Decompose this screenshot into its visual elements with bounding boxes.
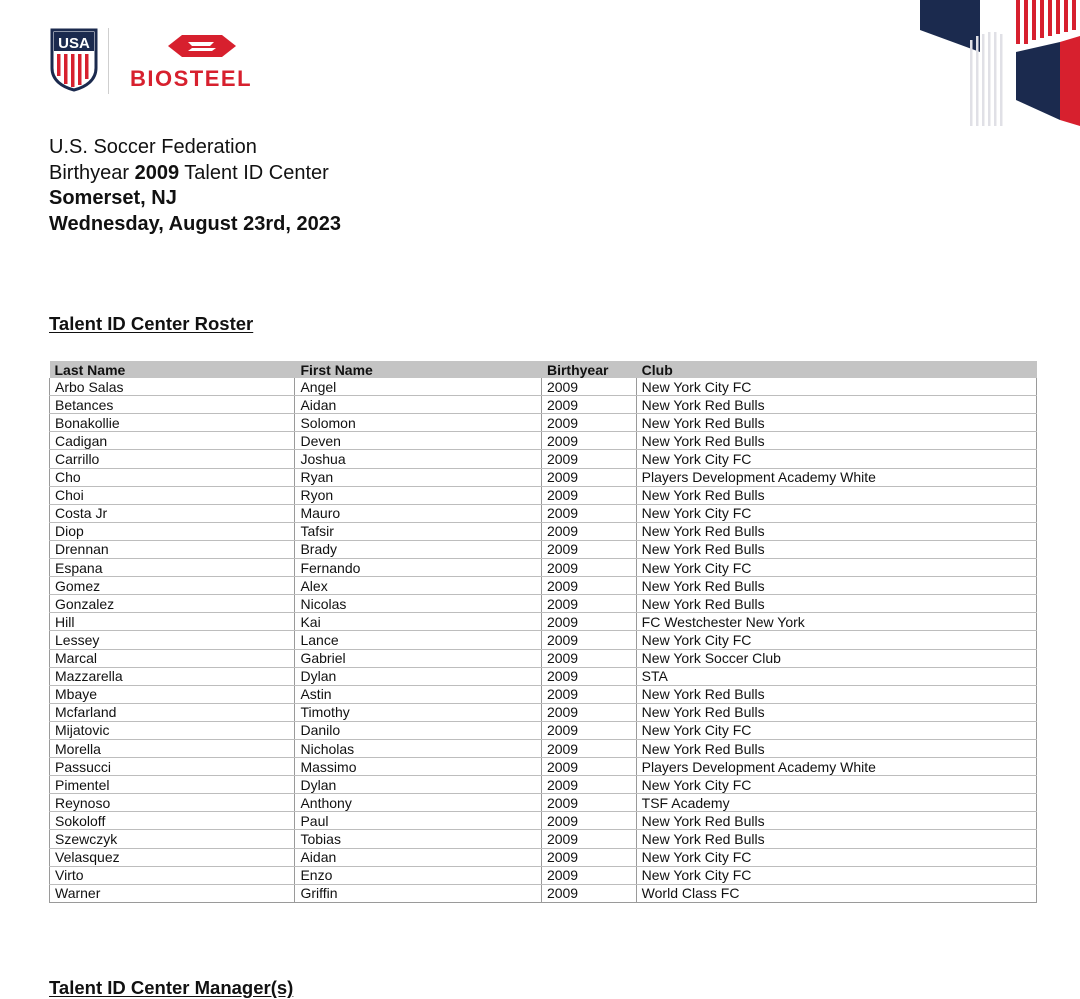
table-row <box>50 866 1037 884</box>
club-cell: New York Red Bulls <box>636 703 1036 721</box>
club-cell: New York City FC <box>636 848 1036 866</box>
table-row <box>50 631 1037 649</box>
table-row <box>50 522 1037 540</box>
club-cell: World Class FC <box>636 884 1036 902</box>
table-header-row <box>50 361 1037 378</box>
last-name-cell: Szewczyk <box>50 830 295 848</box>
managers-heading: Talent ID Center Manager(s) <box>49 977 294 998</box>
last-name-cell: Hill <box>50 613 295 631</box>
last-name-cell: Gomez <box>50 577 295 595</box>
last-name-cell: Mcfarland <box>50 703 295 721</box>
club-cell: New York Red Bulls <box>636 685 1036 703</box>
column-header-birthyear: Birthyear <box>541 361 636 378</box>
birthyear-cell: 2009 <box>541 703 636 721</box>
birthyear-cell: 2009 <box>541 522 636 540</box>
first-name-cell: Massimo <box>295 758 541 776</box>
birthyear-cell: 2009 <box>541 378 636 396</box>
table-row <box>50 450 1037 468</box>
club-cell: New York City FC <box>636 776 1036 794</box>
first-name-cell: Alex <box>295 577 541 595</box>
club-cell: New York City FC <box>636 450 1036 468</box>
first-name-cell: Solomon <box>295 414 541 432</box>
first-name-cell: Tobias <box>295 830 541 848</box>
column-header-first-name: First Name <box>295 361 541 378</box>
biosteel-emblem-icon <box>168 34 236 58</box>
club-cell: New York Red Bulls <box>636 396 1036 414</box>
first-name-cell: Timothy <box>295 703 541 721</box>
first-name-cell: Fernando <box>295 559 541 577</box>
birthyear-cell: 2009 <box>541 794 636 812</box>
club-cell: New York Red Bulls <box>636 522 1036 540</box>
first-name-cell: Enzo <box>295 866 541 884</box>
last-name-cell: Costa Jr <box>50 504 295 522</box>
first-name-cell: Gabriel <box>295 649 541 667</box>
birthyear-cell: 2009 <box>541 667 636 685</box>
first-name-cell: Nicolas <box>295 595 541 613</box>
event-location: Somerset, NJ <box>49 187 177 209</box>
club-cell: New York Red Bulls <box>636 595 1036 613</box>
birthyear-cell: 2009 <box>541 631 636 649</box>
first-name-cell: Griffin <box>295 884 541 902</box>
birthyear-cell: 2009 <box>541 884 636 902</box>
table-row <box>50 685 1037 703</box>
first-name-cell: Tafsir <box>295 522 541 540</box>
table-row <box>50 378 1037 396</box>
club-cell: New York Red Bulls <box>636 830 1036 848</box>
last-name-cell: Mbaye <box>50 685 295 703</box>
first-name-cell: Aidan <box>295 848 541 866</box>
table-row <box>50 432 1037 450</box>
column-header-club: Club <box>636 361 1036 378</box>
roster-table-body <box>50 378 1037 902</box>
last-name-cell: Cadigan <box>50 432 295 450</box>
crest-lettering: USA <box>58 35 90 52</box>
birthyear-cell: 2009 <box>541 559 636 577</box>
first-name-cell: Kai <box>295 613 541 631</box>
first-name-cell: Lance <box>295 631 541 649</box>
table-row <box>50 504 1037 522</box>
first-name-cell: Aidan <box>295 396 541 414</box>
club-cell: TSF Academy <box>636 794 1036 812</box>
table-row <box>50 703 1037 721</box>
club-cell: New York City FC <box>636 559 1036 577</box>
first-name-cell: Ryon <box>295 486 541 504</box>
club-cell: Players Development Academy White <box>636 758 1036 776</box>
biosteel-wordmark: BIOSTEEL <box>130 66 253 91</box>
last-name-cell: Mijatovic <box>50 721 295 739</box>
last-name-cell: Bonakollie <box>50 414 295 432</box>
first-name-cell: Ryan <box>295 468 541 486</box>
usa-crest-logo <box>50 28 98 92</box>
first-name-cell: Joshua <box>295 450 541 468</box>
corner-stripes-graphic <box>920 0 1080 128</box>
last-name-cell: Arbo Salas <box>50 378 295 396</box>
birthyear-cell: 2009 <box>541 649 636 667</box>
first-name-cell: Deven <box>295 432 541 450</box>
table-row <box>50 486 1037 504</box>
birthyear-cell: 2009 <box>541 468 636 486</box>
last-name-cell: Sokoloff <box>50 812 295 830</box>
club-cell: New York Red Bulls <box>636 432 1036 450</box>
first-name-cell: Astin <box>295 685 541 703</box>
first-name-cell: Nicholas <box>295 739 541 757</box>
club-cell: New York Red Bulls <box>636 812 1036 830</box>
last-name-cell: Velasquez <box>50 848 295 866</box>
table-row <box>50 649 1037 667</box>
last-name-cell: Betances <box>50 396 295 414</box>
table-row <box>50 812 1037 830</box>
birthyear-cell: 2009 <box>541 776 636 794</box>
club-cell: New York City FC <box>636 866 1036 884</box>
birthyear-cell: 2009 <box>541 504 636 522</box>
first-name-cell: Danilo <box>295 721 541 739</box>
club-cell: Players Development Academy White <box>636 468 1036 486</box>
birthyear-cell: 2009 <box>541 848 636 866</box>
table-row <box>50 414 1037 432</box>
birthyear-cell: 2009 <box>541 830 636 848</box>
birthyear-cell: 2009 <box>541 486 636 504</box>
table-row <box>50 540 1037 558</box>
first-name-cell: Anthony <box>295 794 541 812</box>
last-name-cell: Mazzarella <box>50 667 295 685</box>
club-cell: New York City FC <box>636 378 1036 396</box>
first-name-cell: Dylan <box>295 776 541 794</box>
org-name: U.S. Soccer Federation <box>49 136 257 158</box>
last-name-cell: Warner <box>50 884 295 902</box>
birthyear-cell: 2009 <box>541 595 636 613</box>
column-header-last-name: Last Name <box>50 361 295 378</box>
birthyear-cell: 2009 <box>541 721 636 739</box>
club-cell: New York City FC <box>636 631 1036 649</box>
logo-divider <box>108 28 109 94</box>
club-cell: FC Westchester New York <box>636 613 1036 631</box>
table-row <box>50 468 1037 486</box>
table-row <box>50 848 1037 866</box>
first-name-cell: Angel <box>295 378 541 396</box>
club-cell: New York Red Bulls <box>636 577 1036 595</box>
birthyear-cell: 2009 <box>541 866 636 884</box>
last-name-cell: Carrillo <box>50 450 295 468</box>
birthyear-cell: 2009 <box>541 432 636 450</box>
birthyear-cell: 2009 <box>541 450 636 468</box>
club-cell: New York City FC <box>636 721 1036 739</box>
roster-heading: Talent ID Center Roster <box>49 313 254 334</box>
last-name-cell: Morella <box>50 739 295 757</box>
last-name-cell: Virto <box>50 866 295 884</box>
last-name-cell: Choi <box>50 486 295 504</box>
last-name-cell: Drennan <box>50 540 295 558</box>
first-name-cell: Mauro <box>295 504 541 522</box>
club-cell: New York Red Bulls <box>636 739 1036 757</box>
birthyear-cell: 2009 <box>541 396 636 414</box>
table-row <box>50 595 1037 613</box>
club-cell: New York Red Bulls <box>636 414 1036 432</box>
event-header <box>49 135 341 237</box>
first-name-cell: Dylan <box>295 667 541 685</box>
first-name-cell: Brady <box>295 540 541 558</box>
table-row <box>50 396 1037 414</box>
last-name-cell: Espana <box>50 559 295 577</box>
table-row <box>50 721 1037 739</box>
birthyear-cell: 2009 <box>541 577 636 595</box>
last-name-cell: Passucci <box>50 758 295 776</box>
last-name-cell: Gonzalez <box>50 595 295 613</box>
last-name-cell: Diop <box>50 522 295 540</box>
last-name-cell: Lessey <box>50 631 295 649</box>
birthyear-cell: 2009 <box>541 739 636 757</box>
last-name-cell: Cho <box>50 468 295 486</box>
table-row <box>50 884 1037 902</box>
birthyear-cell: 2009 <box>541 685 636 703</box>
center-title <box>49 161 341 187</box>
table-row <box>50 559 1037 577</box>
birthyear-cell: 2009 <box>541 414 636 432</box>
birthyear-cell: 2009 <box>541 758 636 776</box>
club-cell: New York Red Bulls <box>636 486 1036 504</box>
table-row <box>50 830 1037 848</box>
club-cell: New York City FC <box>636 504 1036 522</box>
roster-table <box>49 361 1037 903</box>
event-date: Wednesday, August 23rd, 2023 <box>49 212 341 235</box>
first-name-cell: Paul <box>295 812 541 830</box>
last-name-cell: Marcal <box>50 649 295 667</box>
birthyear-cell: 2009 <box>541 613 636 631</box>
center-birthyear: 2009 <box>134 161 180 184</box>
table-row <box>50 794 1037 812</box>
table-row <box>50 667 1037 685</box>
table-row <box>50 613 1037 631</box>
table-row <box>50 739 1037 757</box>
table-row <box>50 776 1037 794</box>
club-cell: STA <box>636 667 1036 685</box>
birthyear-cell: 2009 <box>541 812 636 830</box>
table-row <box>50 577 1037 595</box>
last-name-cell: Pimentel <box>50 776 295 794</box>
center-title-prefix: Birthyear <box>49 161 135 184</box>
club-cell: New York Red Bulls <box>636 540 1036 558</box>
club-cell: New York Soccer Club <box>636 649 1036 667</box>
birthyear-cell: 2009 <box>541 540 636 558</box>
last-name-cell: Reynoso <box>50 794 295 812</box>
center-title-suffix: Talent ID Center <box>179 161 329 184</box>
table-row <box>50 758 1037 776</box>
